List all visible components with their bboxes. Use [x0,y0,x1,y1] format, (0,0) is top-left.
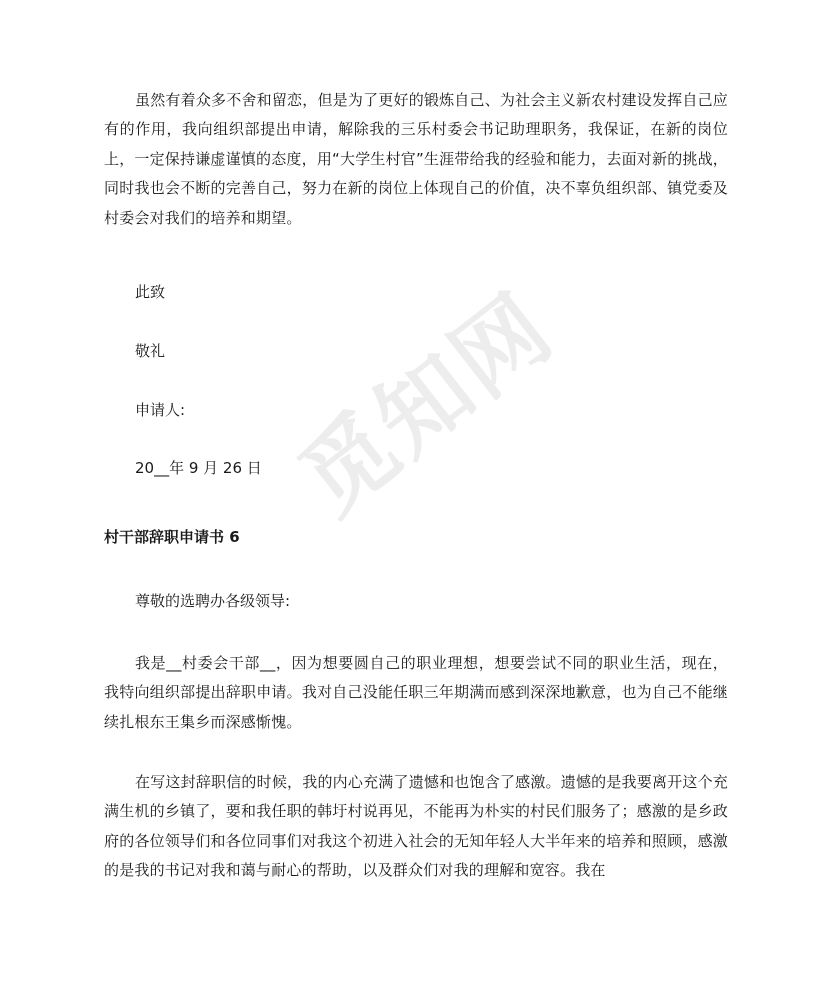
paragraph-3-text: 在写这封辞职信的时候，我的内心充满了遗憾和也饱含了感激。遗憾的是我要离开这个充满生机的乡镇了，要和我任职的韩圩村说再见，不能再为朴实的村民们服务了；感激的是乡政府的各位领导们和各位同事们对我这个初进入社会的无知年轻人大半年来的培养和照顾，感激的是我的书记对我和蔼与耐心的帮助，以及群众们对我的理解和宽容。我在 [104,773,728,880]
paragraph-2-text: 我是__村委会干部__，因为想要圆自己的职业理想，想要尝试不同的职业生活，现在，我特向组织部提出辞职申请。我对自己没能任职三年期满而感到深深地歉意，也为自己不能继续扎根东王集乡而深感惭愧。 [104,654,728,731]
salutation: 尊敬的选聘办各级领导: [135,592,291,610]
paragraph-1-text: 虽然有着众多不舍和留恋，但是为了更好的锻炼自己、为社会主义新农村建设发挥自己应有的作用，我向组织部提出申请，解除我的三乐村委会书记助理职务，我保证，在新的岗位上，一定保持谦虚谨慎的态度，用“大学生村官”生涯带给我的经验和能力，去面对新的挑战，同时我也会不断的完善自己，努力在新的岗位上体现自己的价值，决不辜负组织部、镇党委及村委会对我们的培养和期望。 [104,91,728,227]
paragraph-resignation-reason [104,86,728,233]
closing-line-1: 此致 [135,283,166,301]
applicant-label: 申请人: [135,401,186,419]
paragraph-gratitude [104,768,728,886]
closing-line-2: 敬礼 [135,342,166,360]
watermark: 觅知网 [280,273,574,535]
paragraph-introduction [104,649,728,737]
section-heading: 村干部辞职申请书 6 [104,528,240,546]
date-line: 20__年 9 月 26 日 [135,459,262,477]
